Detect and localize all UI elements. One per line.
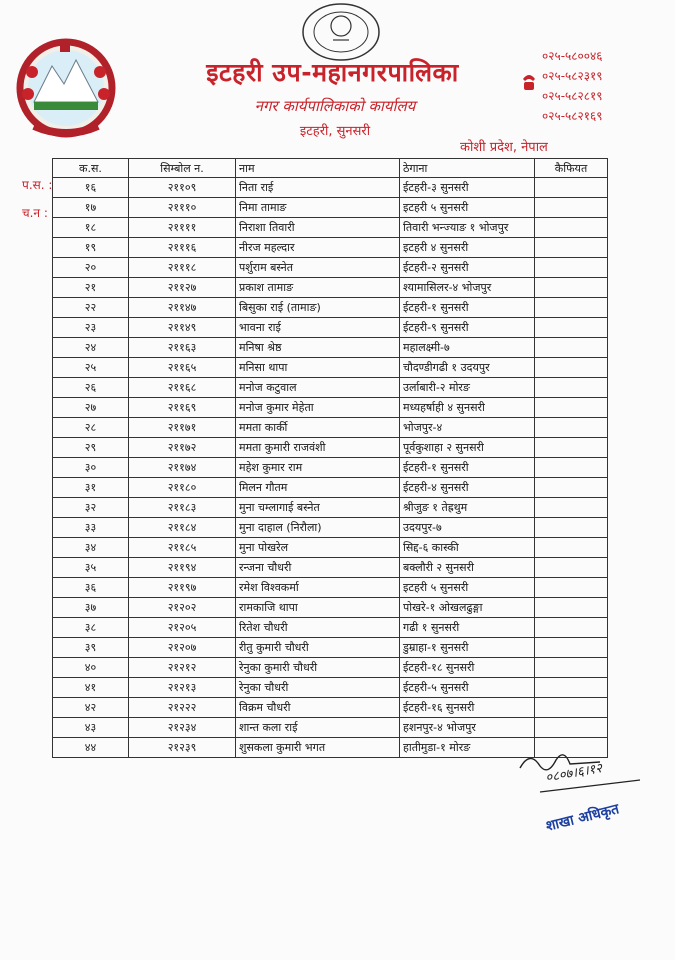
cell-name: मनिसा थापा [236,358,400,378]
cell-address: उर्लाबारी-२ मोरङ [400,378,535,398]
col-header-address: ठेगाना [400,159,535,178]
cell-serial: २६ [53,378,129,398]
cell-name: मुना दाहाल (निरौला) [236,518,400,538]
cell-name: रामकाजि थापा [236,598,400,618]
cell-address: ईटहरी-१८ सुनसरी [400,658,535,678]
cell-name: रीतु कुमारी चौधरी [236,638,400,658]
cell-remarks [535,618,608,638]
cell-address: डुम्राहा-१ सुनसरी [400,638,535,658]
cell-symbol: २११०९ [129,178,236,198]
cell-serial: ३० [53,458,129,478]
cell-remarks [535,318,608,338]
cell-serial: १७ [53,198,129,218]
cell-remarks [535,278,608,298]
cell-name: रमेश विश्वकर्मा [236,578,400,598]
cell-serial: ३४ [53,538,129,558]
cell-name: मनोज कुमार मेहेता [236,398,400,418]
cell-serial: २४ [53,338,129,358]
cell-symbol: २१२२२ [129,698,236,718]
cell-serial: ३१ [53,478,129,498]
cell-remarks [535,178,608,198]
cell-symbol: २११६३ [129,338,236,358]
phone-number: ०२५-५८२१६९ [542,109,603,123]
table-row [53,218,608,238]
table-row [53,638,608,658]
cell-remarks [535,538,608,558]
table-row [53,318,608,338]
cell-symbol: २११८३ [129,498,236,518]
cell-serial: २५ [53,358,129,378]
phone-icon [521,71,537,91]
cell-address: पूर्वकुशाहा २ सुनसरी [400,438,535,458]
cell-address: मध्यहर्षाही ४ सुनसरी [400,398,535,418]
cell-address: ईटहरी-२ सुनसरी [400,258,535,278]
cell-serial: ३३ [53,518,129,538]
cell-symbol: २११४७ [129,298,236,318]
table-row [53,358,608,378]
cell-remarks [535,218,608,238]
cell-serial: २८ [53,418,129,438]
cell-remarks [535,238,608,258]
cell-name: निमा तामाङ [236,198,400,218]
cell-symbol: २१२०५ [129,618,236,638]
cell-name: ममता कुमारी राजवंशी [236,438,400,458]
signature-date: ०८०७।६।१२ [544,761,604,786]
cell-address: इटहरी ५ सुनसरी [400,198,535,218]
cell-address: श्यामासिलर-४ भोजपुर [400,278,535,298]
cell-name: विक्रम चौधरी [236,698,400,718]
table-row [53,518,608,538]
cell-symbol: २११९४ [129,558,236,578]
table-row [53,578,608,598]
cell-name: ममता कार्की [236,418,400,438]
cell-address: इटहरी ४ सुनसरी [400,238,535,258]
phone-numbers [542,46,670,126]
cell-serial: २७ [53,398,129,418]
cell-serial: ४१ [53,678,129,698]
office-city: इटहरी, सुनसरी [299,124,371,139]
cell-remarks [535,718,608,738]
cell-address: श्रीजुङ १ तेह्रथुम [400,498,535,518]
cell-name: मिलन गौतम [236,478,400,498]
table-row [53,458,608,478]
cell-remarks [535,198,608,218]
cell-name: मुना पोखरेल [236,538,400,558]
table-row [53,398,608,418]
phone-number: ०२५-५८२८१९ [542,89,603,103]
col-header-name: नाम [236,159,400,178]
col-header-serial: क.स. [53,159,129,178]
cell-symbol: २१२१३ [129,678,236,698]
cell-symbol: २११८५ [129,538,236,558]
cell-symbol: २१११० [129,198,236,218]
cell-remarks [535,458,608,478]
officer-stamp: शाखा अधिकृत [544,801,621,835]
cell-address: चौदण्डीगढी १ उदयपुर [400,358,535,378]
cell-serial: ३९ [53,638,129,658]
cell-name: रेनुका कुमारी चौधरी [236,658,400,678]
cell-symbol: २११११ [129,218,236,238]
cn-label: च.न : [22,206,48,220]
cell-symbol: २१२१२ [129,658,236,678]
cell-remarks [535,698,608,718]
office-subtitle: नगर कार्यपालिकाको कार्यालय [254,97,416,115]
table-row [53,298,608,318]
cell-serial: २९ [53,438,129,458]
cell-name: बिसुका राई (तामाङ) [236,298,400,318]
table-row [53,178,608,198]
cell-serial: ३८ [53,618,129,638]
cell-address: हातीमुडा-१ मोरङ [400,738,535,758]
table-row [53,558,608,578]
table-row [53,438,608,458]
table-row [53,278,608,298]
cell-serial: १८ [53,218,129,238]
cell-remarks [535,418,608,438]
cell-name: मुना चम्लागाई बस्नेत [236,498,400,518]
cell-name: रन्जना चौधरी [236,558,400,578]
cell-name: पर्शुराम बस्नेत [236,258,400,278]
cell-address: पोखरे-१ ओखलढुङ्गा [400,598,535,618]
cell-address: ईटहरी-९ सुनसरी [400,318,535,338]
cell-symbol: २११६९ [129,398,236,418]
cell-symbol: २१११८ [129,258,236,278]
cell-name: शुसकला कुमारी भगत [236,738,400,758]
cell-remarks [535,518,608,538]
cell-symbol: २१२०२ [129,598,236,618]
municipality-seal-icon [300,2,382,62]
cell-name: मनिषा श्रेष्ठ [236,338,400,358]
cell-serial: ४३ [53,718,129,738]
table-row [53,698,608,718]
table-row [53,618,608,638]
cell-serial: २१ [53,278,129,298]
cell-symbol: २१२०७ [129,638,236,658]
cell-serial: ३६ [53,578,129,598]
cell-symbol: २१२३४ [129,718,236,738]
cell-address: ईटहरी-१ सुनसरी [400,458,535,478]
applicant-table [52,158,608,758]
phone-number: ०२५-५८२३१९ [542,69,603,83]
cell-symbol: २११७१ [129,418,236,438]
cell-serial: ४२ [53,698,129,718]
cell-name: शान्त कला राई [236,718,400,738]
cell-address: तिवारी भन्ज्याङ १ भोजपुर [400,218,535,238]
office-title: इटहरी उप-महानगरपालिका [206,58,459,87]
cell-address: ईटहरी-४ सुनसरी [400,478,535,498]
cell-remarks [535,298,608,318]
cell-name: महेश कुमार राम [236,458,400,478]
cell-serial: ३२ [53,498,129,518]
cell-address: गढी १ सुनसरी [400,618,535,638]
cell-remarks [535,598,608,618]
cell-serial: २२ [53,298,129,318]
col-header-symbol: सिम्बोल न. [129,159,236,178]
cell-symbol: २१२३९ [129,738,236,758]
cell-remarks [535,438,608,458]
table-row [53,678,608,698]
cell-symbol: २११२७ [129,278,236,298]
table-row [53,378,608,398]
cell-symbol: २११८० [129,478,236,498]
table-row [53,658,608,678]
cell-serial: ४० [53,658,129,678]
cell-remarks [535,258,608,278]
cell-remarks [535,478,608,498]
cell-symbol: २११६५ [129,358,236,378]
cell-serial: २३ [53,318,129,338]
cell-name: रेनुका चौधरी [236,678,400,698]
cell-name: प्रकाश तामाङ [236,278,400,298]
cell-remarks [535,578,608,598]
table-row [53,538,608,558]
table-row [53,258,608,278]
cell-address: भोजपुर-४ [400,418,535,438]
cell-remarks [535,338,608,358]
cell-symbol: २११९७ [129,578,236,598]
table-row [53,478,608,498]
cell-address: ईटहरी-३ सुनसरी [400,178,535,198]
cell-remarks [535,498,608,518]
table-row [53,418,608,438]
table-row [53,598,608,618]
cell-address: ईटहरी-१६ सुनसरी [400,698,535,718]
cell-symbol: २११६८ [129,378,236,398]
table-row [53,498,608,518]
cell-address: बक्लौरी २ सुनसरी [400,558,535,578]
phone-number: ०२५-५८००४६ [542,49,603,63]
cell-symbol: २११७२ [129,438,236,458]
cell-name: मनोज कटुवाल [236,378,400,398]
table-row [53,238,608,258]
ps-label: प.स. : [22,178,53,192]
cell-remarks [535,398,608,418]
cell-name: निराशा तिवारी [236,218,400,238]
nepal-emblem-icon [12,32,120,140]
cell-address: इटहरी ५ सुनसरी [400,578,535,598]
cell-remarks [535,638,608,658]
table-row [53,198,608,218]
cell-symbol: २१११६ [129,238,236,258]
cell-serial: ४४ [53,738,129,758]
table-row [53,338,608,358]
cell-address: उदयपुर-७ [400,518,535,538]
cell-address: महालक्ष्मी-७ [400,338,535,358]
cell-remarks [535,558,608,578]
cell-serial: ३५ [53,558,129,578]
cell-serial: १९ [53,238,129,258]
cell-name: निता राई [236,178,400,198]
cell-remarks [535,358,608,378]
cell-name: नीरज महल्दार [236,238,400,258]
table-header-row [53,159,608,178]
cell-remarks [535,678,608,698]
cell-symbol: २११७४ [129,458,236,478]
cell-serial: ३७ [53,598,129,618]
cell-name: रितेश चौधरी [236,618,400,638]
cell-serial: १६ [53,178,129,198]
province-label: कोशी प्रदेश, नेपाल [460,140,548,155]
cell-symbol: २११८४ [129,518,236,538]
cell-address: ईटहरी-१ सुनसरी [400,298,535,318]
cell-address: ईटहरी-५ सुनसरी [400,678,535,698]
table-row [53,718,608,738]
col-header-remarks: कैफियत [535,159,608,178]
cell-name: भावना राई [236,318,400,338]
cell-serial: २० [53,258,129,278]
cell-symbol: २११४९ [129,318,236,338]
cell-remarks [535,658,608,678]
cell-remarks [535,378,608,398]
cell-address: सिद्द-६ कास्की [400,538,535,558]
cell-address: हशनपुर-४ भोजपुर [400,718,535,738]
